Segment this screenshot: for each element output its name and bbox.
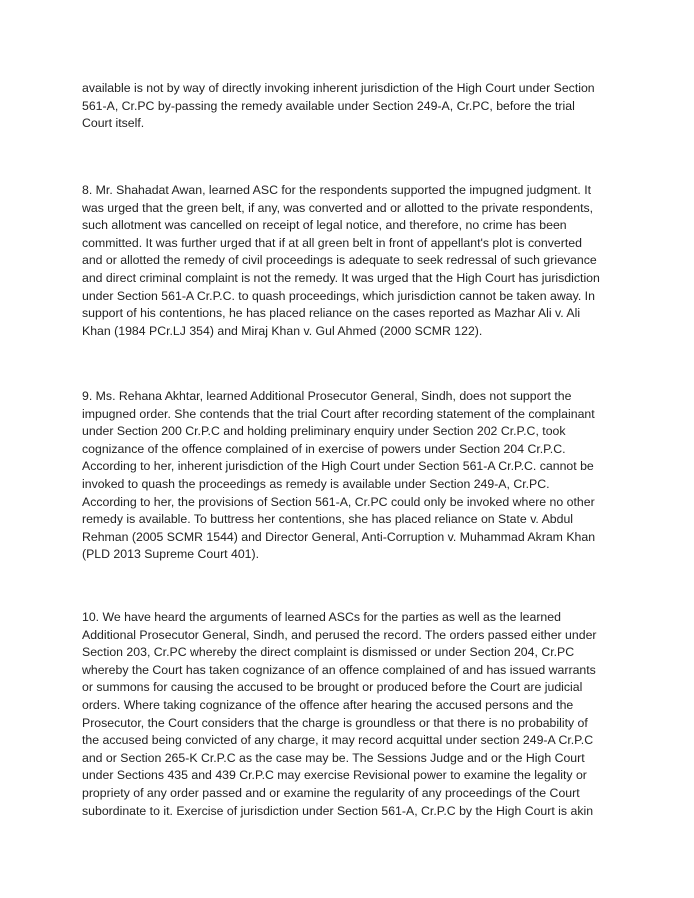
paragraph-continuation: available is not by way of directly invoking inherent jurisdiction of the High Court under Section 561-A, Cr.PC by-passing the remedy available under Section 249-A, Cr.PC, before the trial Court itself.	[82, 81, 595, 131]
paragraph-9: 9. Ms. Rehana Akhtar, learned Additional Prosecutor General, Sindh, does not support the impugned order. She contends that the trial Court after recording statement of the complainant under Section 200 Cr.P.C and holding preliminary enquiry under Section 202 Cr.P.C, took cognizance of the offence complained of in exercise of powers under Section 204 Cr.P.C. According to her, inherent jurisdiction of the High Court under Section 561-A Cr.P.C. cannot be invoked to quash the proceedings as remedy is available under Section 249-A, Cr.PC. According to her, the provisions of Section 561-A, Cr.PC could only be invoked where no other remedy is available. To buttress her contentions, she has placed reliance on State v. Abdul Rehman (2005 SCMR 1544) and Director General, Anti-Corruption v. Muhammad Akram Khan (PLD 2013 Supreme Court 401).	[82, 389, 596, 562]
paragraph-10: 10. We have heard the arguments of learned ASCs for the parties as well as the learned Additional Prosecutor General, Sindh, and perused the record. The orders passed either under Section 203, Cr.PC whereby the direct complaint is dismissed or under Section 204, Cr.PC whereby the Court has taken cognizance of an offence complained of and has issued warrants or summons for causing the accused to be brought or produced before the Court are judicial orders. Where taking cognizance of the offence after hearing the accused persons and the Prosecutor, the Court considers that the charge is groundless or that there is no probability of the accused being convicted of any charge, it may record acquittal under section 249-A Cr.P.C and or Section 265-K Cr.P.C as the case may be. The Sessions Judge and or the High Court under Sections 435 and 439 Cr.P.C may exercise Revisional power to examine the legality or propriety of any order passed and or examine the regularity of any proceedings of the Court subordinate to it. Exercise of jurisdiction under Section 561-A, Cr.P.C by the High Court is akin	[82, 610, 597, 818]
paragraph-8: 8. Mr. Shahadat Awan, learned ASC for the respondents supported the impugned judgment. It was urged that the green belt, if any, was converted and or allotted to the private respondents, such allotment was cancelled on receipt of legal notice, and therefore, no crime has been committed. It was further urged that if at all green belt in front of appellant's plot is converted and or allotted the remedy of civil proceedings is adequate to seek redressal of such grievance and direct criminal complaint is not the remedy. It was urged that the High Court has jurisdiction under Section 561-A Cr.P.C. to quash proceedings, which jurisdiction cannot be taken away. In support of his contentions, he has placed reliance on the cases reported as Mazhar Ali v. Ali Khan (1984 PCr.LJ 354) and Miraj Khan v. Gul Ahmed (2000 SCMR 122).	[82, 183, 600, 338]
